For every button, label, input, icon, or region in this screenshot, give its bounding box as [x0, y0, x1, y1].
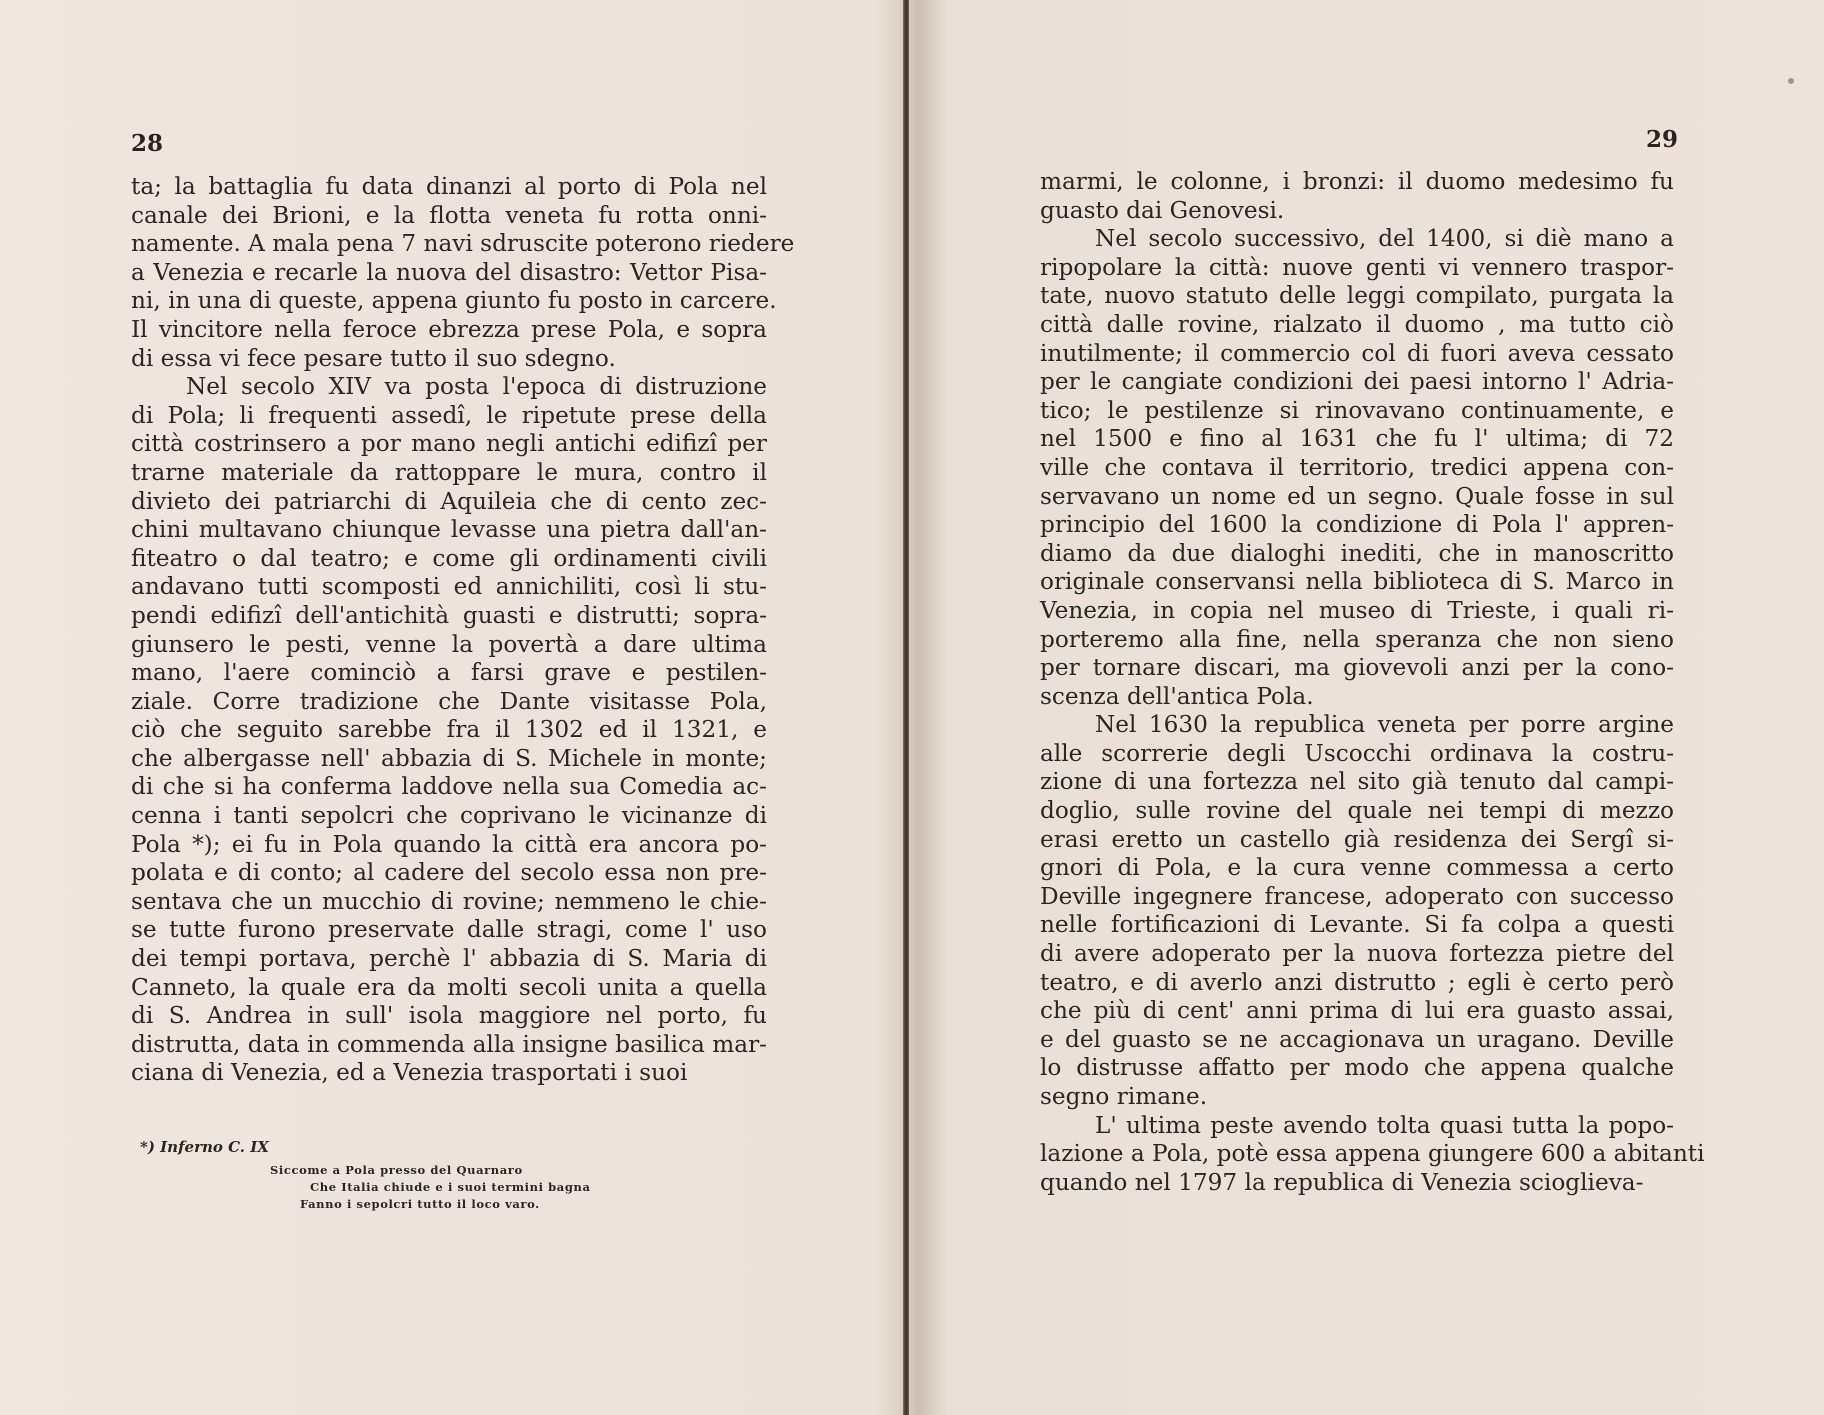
text-line: gnori di Pola, e la cura venne commessa a certo: [1040, 854, 1674, 882]
text-line: erasi eretto un castello già residenza dei Sergî si-: [1040, 825, 1674, 853]
text-line: distrutta, data in commenda alla insigne basilica mar-: [131, 1030, 767, 1058]
left-page: [0, 0, 905, 1415]
text-line: ville che contava il territorio, tredici appena con-: [1040, 453, 1674, 481]
text-line: originale conservansi nella biblioteca di S. Marco in: [1040, 568, 1674, 596]
text-line: lazione a Pola, potè essa appena giungere 600 a abitanti: [1040, 1140, 1705, 1168]
text-line: a Venezia e recarle la nuova del disastro: Vettor Pisa-: [131, 258, 767, 286]
text-line: L' ultima peste avendo tolta quasi tutta la popo-: [1095, 1111, 1674, 1139]
text-line: cenna i tanti sepolcri che coprivano le vicinanze di: [131, 802, 767, 830]
text-line: namente. A mala pena 7 navi sdruscite poterono riedere: [131, 230, 795, 258]
text-line: segno rimane.: [1040, 1083, 1208, 1110]
text-line: Nel secolo successivo, del 1400, si diè mano a: [1095, 225, 1674, 253]
text-line: andavano tutti scomposti ed annichiliti, così li stu-: [131, 573, 767, 601]
text-line: porteremo alla fine, nella speranza che non sieno: [1040, 625, 1674, 653]
text-line: polata e di conto; al cadere del secolo essa non pre-: [131, 859, 767, 887]
text-line: nel 1500 e fino al 1631 che fu l' ultima; di 72: [1040, 425, 1674, 453]
text-line: fiteatro o dal teatro; e come gli ordinamenti civili: [131, 544, 767, 572]
text-line: ta; la battaglia fu data dinanzi al porto di Pola nel: [131, 173, 767, 200]
text-line: ni, in una di queste, appena giunto fu posto in carcere.: [131, 287, 777, 315]
text-line: che più di cent' anni prima di lui era guasto assai,: [1040, 997, 1674, 1025]
text-line: per le cangiate condizioni dei paesi intorno l' Adria-: [1040, 368, 1674, 396]
text-line: di che si ha conferma laddove nella sua Comedia ac-: [131, 773, 767, 801]
text-line: ciana di Venezia, ed a Venezia trasportati i suoi: [131, 1059, 688, 1087]
text-line: Nel secolo XIV va posta l'epoca di distruzione: [186, 373, 767, 401]
text-line: trarne materiale da rattoppare le mura, contro il: [131, 458, 767, 486]
text-line: se tutte furono preservate dalle stragi, come l' uso: [131, 916, 767, 944]
body-text: [1040, 168, 1705, 1197]
footnote-verse: Siccome a Pola presso del Quarnaro: [270, 1163, 523, 1177]
text-line: guasto dai Genovesi.: [1040, 196, 1285, 224]
text-line: pendi edifizî dell'antichità guasti e distrutti; sopra-: [131, 601, 767, 629]
text-line: zione di una fortezza nel sito già tenuto dal campi-: [1040, 768, 1674, 796]
text-line: dei tempi portava, perchè l' abbazia di S. Maria di: [131, 945, 767, 973]
text-line: di essa vi fece pesare tutto il suo sdegno.: [131, 344, 616, 372]
text-line: inutilmente; il commercio col di fuori aveva cessato: [1040, 339, 1674, 367]
text-line: chini multavano chiunque levasse una pietra dall'an-: [131, 516, 767, 544]
text-line: Nel 1630 la republica veneta per porre argine: [1095, 711, 1674, 739]
text-line: giunsero le pesti, venne la povertà a dare ultima: [131, 630, 767, 658]
text-line: alle scorrerie degli Uscocchi ordinava la costru-: [1040, 739, 1674, 767]
text-line: e del guasto se ne accagionava un uragano. Deville: [1040, 1025, 1674, 1053]
footnote-verse: Che Italia chiude e i suoi termini bagna: [310, 1180, 591, 1194]
text-line: tate, nuovo statuto delle leggi compilato, purgata la: [1040, 282, 1674, 310]
text-line: servavano un nome ed un segno. Quale fosse in sul: [1040, 482, 1674, 510]
text-line: ripopolare la città: nuove genti vi vennero traspor-: [1040, 253, 1674, 281]
text-line: di Pola; li frequenti assedî, le ripetute prese della: [131, 401, 767, 429]
text-line: mano, l'aere cominciò a farsi grave e pestilen-: [131, 659, 767, 687]
text-line: quando nel 1797 la republica di Venezia scioglieva-: [1040, 1168, 1644, 1196]
body-text: [131, 173, 795, 1088]
text-line: divieto dei patriarchi di Aquileia che di cento zec-: [131, 487, 767, 515]
text-line: teatro, e di averlo anzi distrutto ; egli è certo però: [1040, 968, 1674, 996]
footnote-reference: *) Inferno C. IX: [140, 1138, 269, 1156]
text-line: marmi, le colonne, i bronzi: il duomo medesimo fu: [1040, 168, 1674, 195]
text-line: città dalle rovine, rialzato il duomo , ma tutto ciò: [1040, 310, 1674, 338]
text-line: canale dei Brioni, e la flotta veneta fu rotta onni-: [131, 201, 767, 229]
text-line: scenza dell'antica Pola.: [1040, 682, 1314, 710]
right-page: [909, 0, 1824, 1415]
text-line: ziale. Corre tradizione che Dante visitasse Pola,: [131, 687, 767, 715]
text-line: Canneto, la quale era da molti secoli unita a quella: [131, 973, 767, 1001]
page-number: 28: [131, 130, 164, 157]
text-line: principio del 1600 la condizione di Pola l' appren-: [1040, 511, 1674, 539]
text-line: per tornare discari, ma giovevoli anzi per la cono-: [1040, 654, 1674, 682]
footnote: [140, 1138, 660, 1213]
text-line: sentava che un mucchio di rovine; nemmeno le chie-: [131, 887, 767, 915]
text-line: Pola *); ei fu in Pola quando la città era ancora po-: [131, 830, 767, 858]
text-line: tico; le pestilenze si rinovavano continuamente, e: [1040, 396, 1674, 424]
text-line: ciò che seguito sarebbe fra il 1302 ed il 1321, e: [131, 716, 767, 744]
text-line: Deville ingegnere francese, adoperato con successo: [1040, 882, 1674, 910]
text-line: lo distrusse affatto per modo che appena qualche: [1040, 1054, 1674, 1082]
page-number: 29: [1645, 126, 1678, 153]
text-line: di avere adoperato per la nuova fortezza pietre del: [1040, 940, 1674, 968]
text-line: doglio, sulle rovine del quale nei tempi di mezzo: [1040, 797, 1674, 825]
paper-spot: [1788, 78, 1794, 84]
text-line: Venezia, in copia nel museo di Trieste, i quali ri-: [1040, 596, 1674, 624]
text-line: Il vincitore nella feroce ebrezza prese Pola, e sopra: [131, 315, 767, 343]
text-line: città costrinsero a por mano negli antichi edifizî per: [131, 430, 767, 458]
text-line: di S. Andrea in sull' isola maggiore nel porto, fu: [131, 1002, 767, 1030]
text-line: che albergasse nell' abbazia di S. Michele in monte;: [131, 744, 767, 772]
text-line: diamo da due dialoghi inediti, che in manoscritto: [1040, 539, 1674, 567]
footnote-verse: Fanno i sepolcri tutto il loco varo.: [300, 1197, 540, 1211]
text-line: nelle fortificazioni di Levante. Si fa colpa a questi: [1040, 911, 1674, 939]
